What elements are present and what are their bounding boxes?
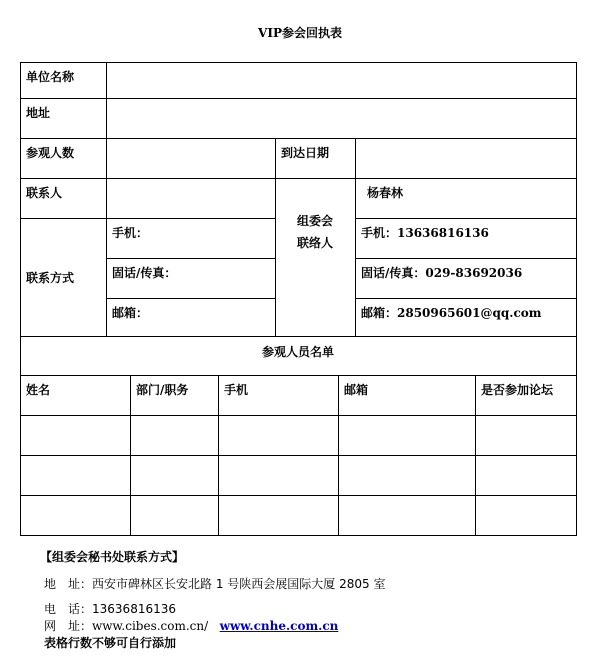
- table-row[interactable]: [20, 415, 576, 455]
- unit-name-label: 单位名称: [26, 70, 75, 84]
- column-header-email: 邮箱: [344, 383, 369, 397]
- email-field[interactable]: [106, 298, 275, 336]
- liaison-email: 邮箱：2850965601@qq.com: [361, 306, 542, 320]
- address-label: 地址: [26, 106, 51, 120]
- footer-phone-label: 电 话：: [44, 602, 93, 616]
- footer-website: [44, 617, 338, 634]
- contact-person-label: 联系人: [26, 186, 63, 200]
- column-header-name: 姓名: [26, 383, 51, 397]
- arrival-date-field[interactable]: [355, 138, 576, 178]
- footer-heading: 【组委会秘书处联系方式】: [40, 550, 185, 564]
- footer-phone-value: 13636816136: [92, 602, 176, 616]
- address-field[interactable]: [106, 98, 576, 138]
- contact-method-label: 联系方式: [26, 270, 75, 285]
- column-header-mobile: 手机: [224, 383, 249, 397]
- arrival-date-label: 到达日期: [281, 146, 330, 160]
- column-header-department: 部门/职务: [136, 383, 189, 397]
- footer-address-label: 地 址：: [44, 577, 93, 591]
- liaison-name: 杨春林: [367, 186, 404, 200]
- phone-fax-label: 固话/传真：: [112, 266, 177, 280]
- footer-phone: [44, 600, 176, 617]
- mobile-field[interactable]: [106, 218, 275, 258]
- committee-liaison-label-line2: 联络人: [296, 236, 333, 250]
- liaison-phone-fax: 固话/传真：029-83692036: [361, 266, 523, 280]
- attendee-list-title: 参观人员名单: [261, 345, 334, 359]
- attendees-label: 参观人数: [26, 146, 75, 160]
- attendees-field[interactable]: [106, 138, 275, 178]
- unit-name-field[interactable]: [106, 62, 576, 98]
- email-label: 邮箱：: [112, 306, 149, 320]
- mobile-label: 手机：: [112, 226, 149, 240]
- footer-note: 表格行数不够可自行添加: [44, 636, 177, 650]
- phone-fax-field[interactable]: [106, 258, 275, 298]
- footer-address-value: 西安市碑林区长安北路 1 号陕西会展国际大厦 2805 室: [92, 577, 386, 591]
- committee-liaison-label: [275, 178, 355, 336]
- table-row[interactable]: [20, 495, 576, 535]
- contact-person-field[interactable]: [106, 178, 275, 218]
- footer-address: [44, 575, 385, 592]
- column-header-forum: 是否参加论坛: [481, 383, 554, 397]
- liaison-mobile: 手机：13636816136: [361, 226, 489, 240]
- table-row[interactable]: [20, 455, 576, 495]
- form-title: VIP参会回执表: [258, 26, 342, 40]
- footer-website-link-2[interactable]: www.cnhe.com.cn: [219, 619, 339, 633]
- committee-liaison-label-line1: 组委会: [296, 214, 333, 228]
- footer-website-link-1[interactable]: www.cibes.com.cn/: [92, 619, 209, 633]
- footer-website-label: 网 址：: [44, 619, 93, 633]
